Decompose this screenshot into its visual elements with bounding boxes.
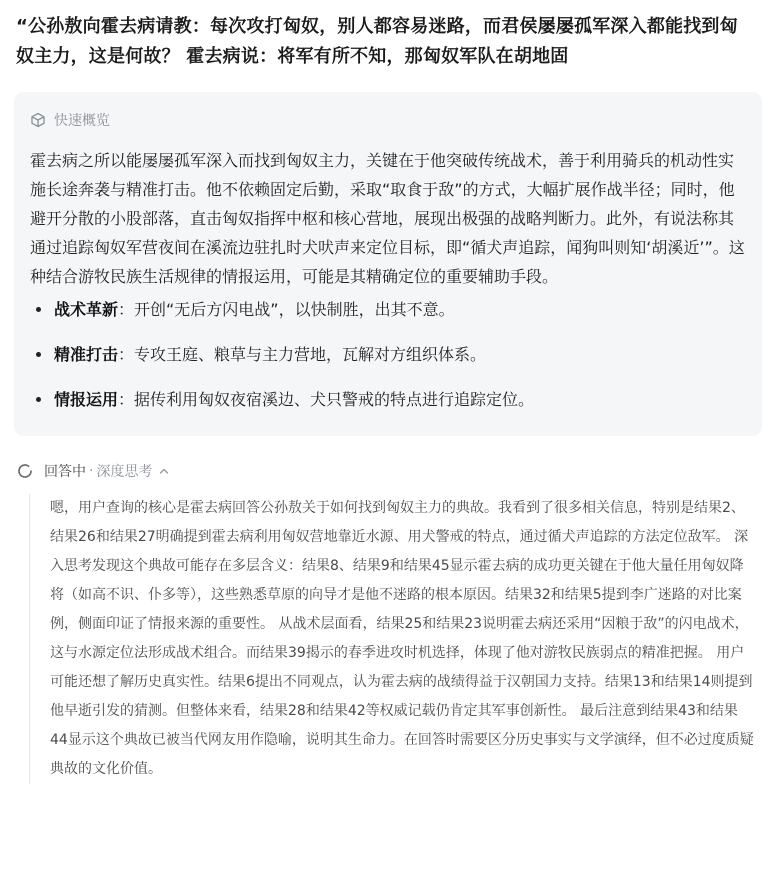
answer-status: 回答中: [44, 464, 86, 480]
bullet-text: ：据传利用匈奴夜宿溪边、犬只警戒的特点进行追踪定位。: [118, 390, 535, 409]
cube-icon: [30, 112, 46, 128]
quick-overview-header: [30, 110, 746, 130]
overview-bullet-list: [30, 295, 746, 414]
quick-overview-card: [14, 92, 762, 436]
chevron-up-icon[interactable]: [158, 465, 170, 477]
quick-overview-label: 快速概览: [54, 113, 110, 129]
list-item: [30, 340, 746, 369]
status-separator: ·: [89, 463, 94, 479]
bullet-text: ：开创“无后方闪电战”，以快制胜，出其不意。: [118, 300, 455, 319]
list-item: [30, 295, 746, 324]
loading-spinner-icon: [16, 462, 34, 480]
bullet-text: ：专攻王庭、粮草与主力营地，瓦解对方组织体系。: [118, 345, 487, 364]
bullet-term: 战术革新: [54, 300, 119, 319]
overview-paragraph: 霍去病之所以能屡屡孤军深入而找到匈奴主力，关键在于他突破传统战术，善于利用骑兵的机动性实施长途奔袭与精准打击。他不依赖固定后勤，采取“取食于敌”的方式，大幅扩展作战半径；同时，他避开分散的小股部落，直击匈奴指挥中枢和核心营地，展现出极强的战略判断力。此外，有说法称其通过追踪匈奴军营夜间在溪流边驻扎时犬吠声来定位目标，即“循犬声追踪，闻狗叫则知‘胡溪近’”。这种结合游牧民族生活规律的情报运用，可能是其精确定位的重要辅助手段。: [30, 151, 745, 286]
user-question: “公孙敖向霍去病请教：每次攻打匈奴，别人都容易迷路，而君侯屡屡孤军深入都能找到匈奴主力，这是何故？ 霍去病说：将军有所不知，那匈奴军队在胡地固: [16, 16, 738, 67]
thinking-mode-label: 深度思考: [96, 464, 153, 480]
deep-thinking-header[interactable]: [14, 460, 760, 482]
list-item: [30, 385, 746, 414]
bullet-term: 精准打击: [54, 345, 119, 364]
bullet-term: 情报运用: [54, 390, 119, 409]
deep-thinking-content: 嗯，用户查询的核心是霍去病回答公孙敖关于如何找到匈奴主力的典故。我看到了很多相关信息，特别是结果2、结果26和结果27明确提到霍去病利用匈奴营地靠近水源、用犬警戒的特点，通过循犬声追踪的方法定位敌军。 深入思考发现这个典故可能存在多层含义：结果8、结果9和结果45显示霍去病的成功更关键在于他大量任用匈奴降将（如高不识、仆多等），这些熟悉草原的向导才是他不迷路的根本原因。结果32和结果5提到李广迷路的对比案例，侧面印证了情报来源的重要性。 从战术层面看，结果25和结果23说明霍去病还采用“因粮于敌”的闪电战术，这与水源定位法形成战术组合。而结果39揭示的春季进攻时机选择，体现了他对游牧民族弱点的精准把握。 用户可能还想了解历史真实性。结果6提出不同观点，认为霍去病的战绩得益于汉朝国力支持。结果13和结果14则提到他早逝引发的猜测。但整体来看，结果28和结果42等权威记载仍肯定其军事创新性。 最后注意到结果43和结果44显示这个典故已被当代网友用作隐喻，说明其生命力。在回答时需要区分历史事实与文学演绎，但不必过度质疑典故的文化价值。: [29, 494, 760, 784]
